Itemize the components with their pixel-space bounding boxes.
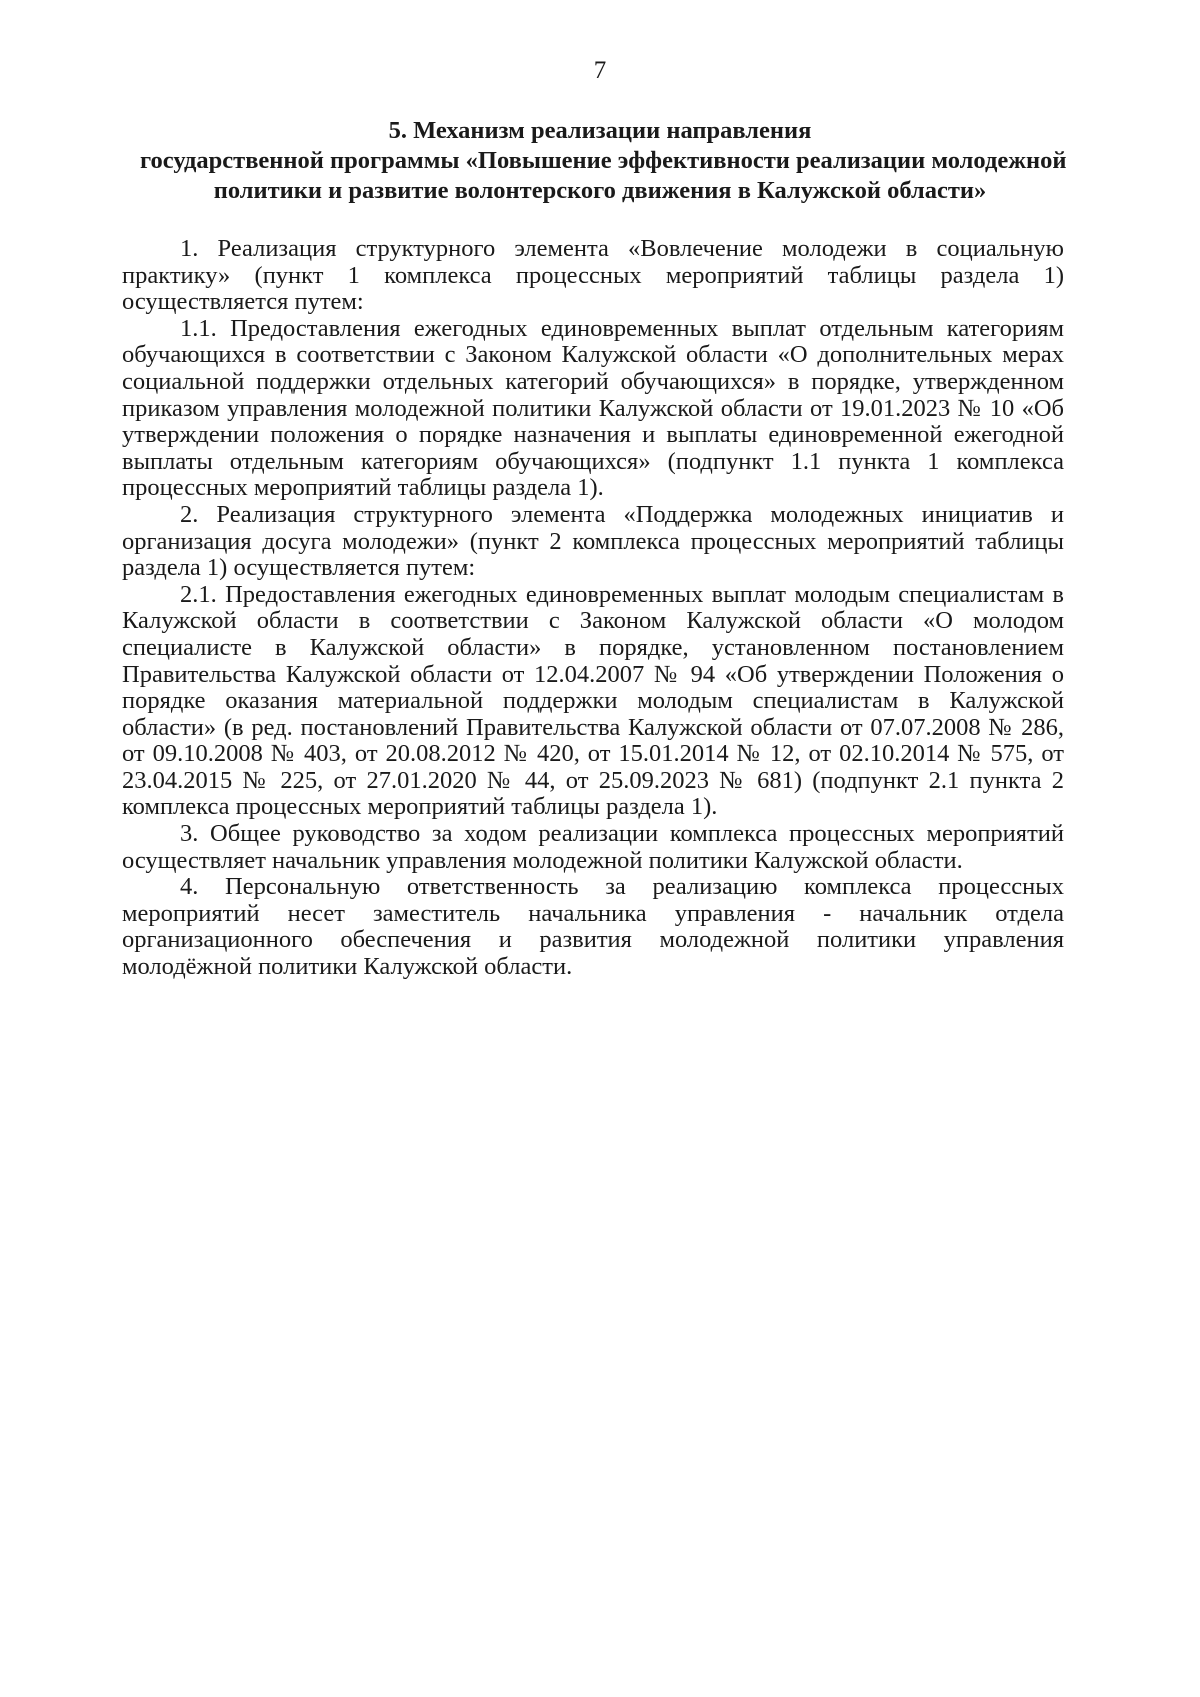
paragraph-item-3: 3. Общее руководство за ходом реализации комплекса процессных мероприятий осуществляет начальник управления молодежной политики Калужской области. [122,820,1064,874]
paragraph-subitem-1-1: 1.1. Предоставления ежегодных единовременных выплат отдельным категориям обучающихся в соответствии с Законом Калужской области «О дополнительных мерах социальной поддержки отдельных категорий обучающихся» в порядке, утвержденном приказом управления молодежной политики Калужской области от 19.01.2023 № 10 «Об утверждении положения о порядке назначения и выплаты единовременной ежегодной выплаты отдельным категориям обучающихся» (подпункт 1.1 пункта 1 комплекса процессных мероприятий таблицы раздела 1). [122,314,1064,502]
paragraph-item-1: 1. Реализация структурного элемента «Вовлечение молодежи в социальную практику» (пункт 1 комплекса процессных мероприятий таблицы раздела 1) осуществляется путем: [122,235,1064,316]
paragraph-item-2: 2. Реализация структурного элемента «Поддержка молодежных инициатив и организация досуга молодежи» (пункт 2 комплекса процессных мероприятий таблицы раздела 1) осуществляется путем: [122,500,1064,582]
section-body [122,236,1064,981]
paragraph-subitem-2-1: 2.1. Предоставления ежегодных единовременных выплат молодым специалистам в Калужской области в соответствии с Законом Калужской области «О молодом специалисте в Калужской области» в порядке, установленном постановлением Правительства Калужской области от 12.04.2007 № 94 «Об утверждении Положения о порядке оказания материальной поддержки молодым специалистам в Калужской области» (в ред. постановлений Правительства Калужской области от 07.07.2008 № 286, от 09.10.2008 № 403, от 20.08.2012 № 420, от 15.01.2014 № 12, от 02.10.2014 № 575, от 23.04.2015 № 225, от 27.01.2020 № 44, от 25.09.2023 № 681) (подпункт 2.1 пункта 2 комплекса процессных мероприятий таблицы раздела 1). [122,580,1064,821]
section-heading [140,116,1067,206]
page-number: 7 [593,57,607,84]
section-heading-line: политики и развитие волонтерского движения в Калужской области» [213,177,987,204]
paragraph-item-4: 4. Персональную ответственность за реализацию комплекса процессных мероприятий несет заместитель начальника управления - начальник отдела организационного обеспечения и развития молодежной политики управления молодёжной политики Калужской области. [122,873,1064,981]
section-heading-line: государственной программы «Повышение эффективности реализации молодежной [140,147,1067,174]
section-heading-line: 5. Механизм реализации направления [388,117,812,144]
